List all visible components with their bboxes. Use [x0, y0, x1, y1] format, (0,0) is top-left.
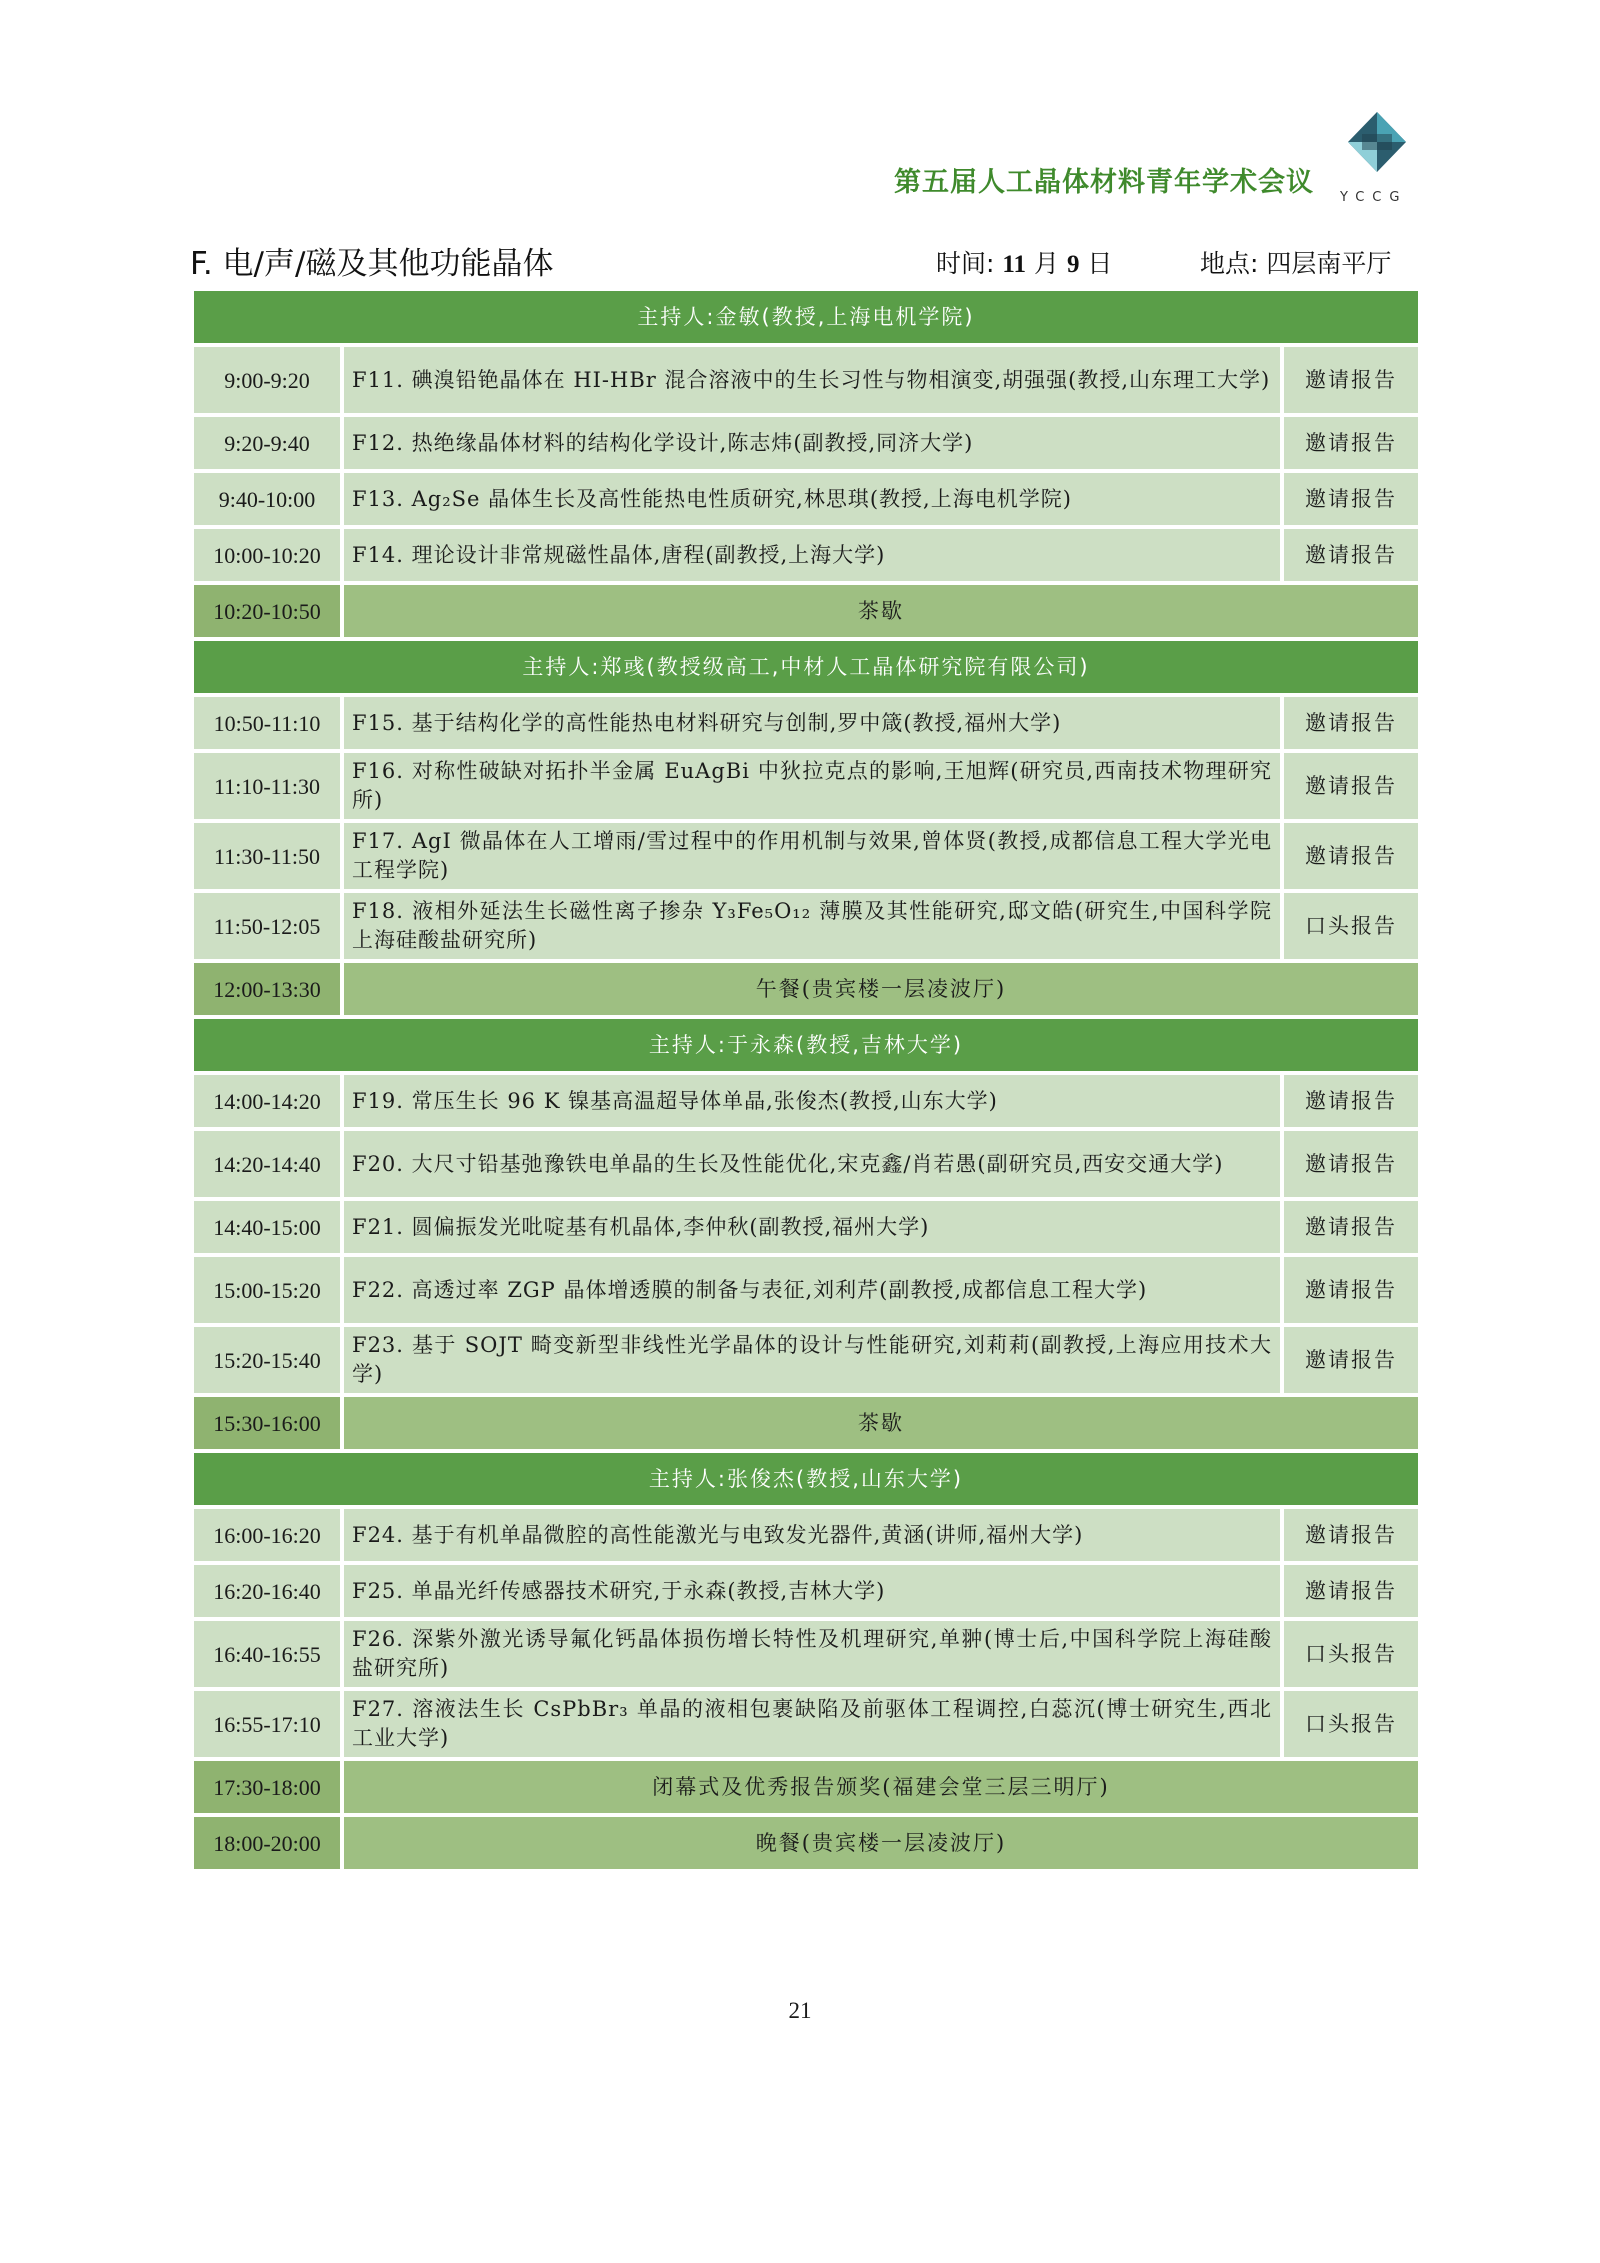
- talk-type: 口头报告: [1284, 1691, 1418, 1757]
- session-host-row: [194, 1453, 1418, 1505]
- break-time: 18:00-20:00: [194, 1817, 340, 1869]
- talk-time: 10:00-10:20: [194, 529, 340, 581]
- talk-time: 15:20-15:40: [194, 1327, 340, 1393]
- session-host: 主持人:金敏(教授,上海电机学院): [194, 291, 1418, 343]
- break-row: [194, 963, 1418, 1015]
- talk-type: 邀请报告: [1284, 823, 1418, 889]
- talk-type: 口头报告: [1284, 1621, 1418, 1687]
- break-time: 12:00-13:30: [194, 963, 340, 1015]
- talk-time: 9:00-9:20: [194, 347, 340, 413]
- talk-row: [194, 1621, 1418, 1687]
- talk-type: 邀请报告: [1284, 1257, 1418, 1323]
- talk-type: 邀请报告: [1284, 753, 1418, 819]
- talk-time: 11:50-12:05: [194, 893, 340, 959]
- talk-title: F26. 深紫外激光诱导氟化钙晶体损伤增长特性及机理研究,单翀(博士后,中国科学院上海硅酸盐研究所): [344, 1621, 1280, 1687]
- talk-row: [194, 893, 1418, 959]
- talk-time: 16:40-16:55: [194, 1621, 340, 1687]
- break-row: [194, 585, 1418, 637]
- date-month-num: 11: [1002, 251, 1027, 278]
- talk-time: 15:00-15:20: [194, 1257, 340, 1323]
- break-time: 10:20-10:50: [194, 585, 340, 637]
- talk-time: 16:00-16:20: [194, 1509, 340, 1561]
- talk-title: F14. 理论设计非常规磁性晶体,唐程(副教授,上海大学): [344, 529, 1280, 581]
- break-label: 茶歇: [344, 585, 1418, 637]
- talk-time: 9:20-9:40: [194, 417, 340, 469]
- session-host-row: [194, 641, 1418, 693]
- talk-row: [194, 473, 1418, 525]
- break-time: 15:30-16:00: [194, 1397, 340, 1449]
- date-month-char: 月: [1033, 249, 1059, 278]
- talk-row: [194, 347, 1418, 413]
- talk-row: [194, 1201, 1418, 1253]
- talk-row: [194, 417, 1418, 469]
- talk-time: 14:20-14:40: [194, 1131, 340, 1197]
- talk-row: [194, 1691, 1418, 1757]
- talk-row: [194, 1327, 1418, 1393]
- talk-row: [194, 823, 1418, 889]
- talk-time: 11:10-11:30: [194, 753, 340, 819]
- talk-title: F21. 圆偏振发光吡啶基有机晶体,李仲秋(副教授,福州大学): [344, 1201, 1280, 1253]
- talk-title: F25. 单晶光纤传感器技术研究,于永森(教授,吉林大学): [344, 1565, 1280, 1617]
- talk-time: 16:20-16:40: [194, 1565, 340, 1617]
- talk-title: F19. 常压生长 96 K 镍基高温超导体单晶,张俊杰(教授,山东大学): [344, 1075, 1280, 1127]
- talk-row: [194, 529, 1418, 581]
- talk-title: F11. 碘溴铅铯晶体在 HI-HBr 混合溶液中的生长习性与物相演变,胡强强(教授,山东理工大学): [344, 347, 1280, 413]
- talk-row: [194, 1131, 1418, 1197]
- break-row: [194, 1817, 1418, 1869]
- talk-time: 10:50-11:10: [194, 697, 340, 749]
- talk-type: 邀请报告: [1284, 473, 1418, 525]
- talk-type: 邀请报告: [1284, 1565, 1418, 1617]
- talk-type: 邀请报告: [1284, 1201, 1418, 1253]
- break-row: [194, 1397, 1418, 1449]
- talk-type: 邀请报告: [1284, 1075, 1418, 1127]
- talk-type: 邀请报告: [1284, 1131, 1418, 1197]
- break-row: [194, 1761, 1418, 1813]
- venue-label: 地点:: [1200, 249, 1259, 278]
- talk-title: F13. Ag₂Se 晶体生长及高性能热电性质研究,林思琪(教授,上海电机学院): [344, 473, 1280, 525]
- break-time: 17:30-18:00: [194, 1761, 340, 1813]
- talk-type: 口头报告: [1284, 893, 1418, 959]
- session-venue: [1200, 244, 1391, 280]
- talk-type: 邀请报告: [1284, 347, 1418, 413]
- talk-title: F18. 液相外延法生长磁性离子掺杂 Y₃Fe₅O₁₂ 薄膜及其性能研究,邸文皓(研究生,中国科学院上海硅酸盐研究所): [344, 893, 1280, 959]
- talk-type: 邀请报告: [1284, 417, 1418, 469]
- session-host: 主持人:郑彧(教授级高工,中材人工晶体研究院有限公司): [194, 641, 1418, 693]
- talk-title: F20. 大尺寸铅基弛豫铁电单晶的生长及性能优化,宋克鑫/肖若愚(副研究员,西安交通大学): [344, 1131, 1280, 1197]
- talk-time: 14:40-15:00: [194, 1201, 340, 1253]
- break-label: 午餐(贵宾楼一层凌波厅): [344, 963, 1418, 1015]
- conference-title: 第五届人工晶体材料青年学术会议: [894, 167, 1314, 198]
- schedule-table: [190, 287, 1422, 1873]
- break-label: 茶歇: [344, 1397, 1418, 1449]
- talk-time: 14:00-14:20: [194, 1075, 340, 1127]
- break-label: 闭幕式及优秀报告颁奖(福建会堂三层三明厅): [344, 1761, 1418, 1813]
- talk-title: F12. 热绝缘晶体材料的结构化学设计,陈志炜(副教授,同济大学): [344, 417, 1280, 469]
- talk-row: [194, 1075, 1418, 1127]
- session-date: [936, 244, 1112, 280]
- date-day-num: 9: [1066, 251, 1080, 278]
- session-host-row: [194, 291, 1418, 343]
- talk-row: [194, 697, 1418, 749]
- venue-value: 四层南平厅: [1266, 249, 1392, 278]
- talk-row: [194, 1509, 1418, 1561]
- talk-title: F17. AgI 微晶体在人工增雨/雪过程中的作用机制与效果,曾体贤(教授,成都信息工程大学光电工程学院): [344, 823, 1280, 889]
- break-label: 晚餐(贵宾楼一层凌波厅): [344, 1817, 1418, 1869]
- talk-row: [194, 1565, 1418, 1617]
- talk-title: F23. 基于 SOJT 畸变新型非线性光学晶体的设计与性能研究,刘莉莉(副教授,上海应用技术大学): [344, 1327, 1280, 1393]
- talk-title: F15. 基于结构化学的高性能热电材料研究与创制,罗中箴(教授,福州大学): [344, 697, 1280, 749]
- talk-title: F16. 对称性破缺对拓扑半金属 EuAgBi 中狄拉克点的影响,王旭辉(研究员,西南技术物理研究所): [344, 753, 1280, 819]
- page-number: 21: [788, 1998, 812, 2023]
- talk-type: 邀请报告: [1284, 1509, 1418, 1561]
- talk-time: 9:40-10:00: [194, 473, 340, 525]
- talk-time: 16:55-17:10: [194, 1691, 340, 1757]
- talk-type: 邀请报告: [1284, 529, 1418, 581]
- talk-row: [194, 753, 1418, 819]
- date-day-char: 日: [1087, 249, 1113, 278]
- talk-title: F24. 基于有机单晶微腔的高性能激光与电致发光器件,黄涵(讲师,福州大学): [344, 1509, 1280, 1561]
- talk-type: 邀请报告: [1284, 1327, 1418, 1393]
- section-title: F. 电/声/磁及其他功能晶体: [190, 246, 554, 282]
- logo-text: YCCG: [1340, 190, 1408, 205]
- session-host-row: [194, 1019, 1418, 1071]
- talk-type: 邀请报告: [1284, 697, 1418, 749]
- talk-row: [194, 1257, 1418, 1323]
- talk-time: 11:30-11:50: [194, 823, 340, 889]
- session-host: 主持人:张俊杰(教授,山东大学): [194, 1453, 1418, 1505]
- yccg-logo-icon: [1348, 112, 1406, 172]
- talk-title: F22. 高透过率 ZGP 晶体增透膜的制备与表征,刘利芹(副教授,成都信息工程大学): [344, 1257, 1280, 1323]
- talk-title: F27. 溶液法生长 CsPbBr₃ 单晶的液相包裹缺陷及前驱体工程调控,白蕊沉(博士研究生,西北工业大学): [344, 1691, 1280, 1757]
- time-label: 时间:: [936, 249, 995, 278]
- session-host: 主持人:于永森(教授,吉林大学): [194, 1019, 1418, 1071]
